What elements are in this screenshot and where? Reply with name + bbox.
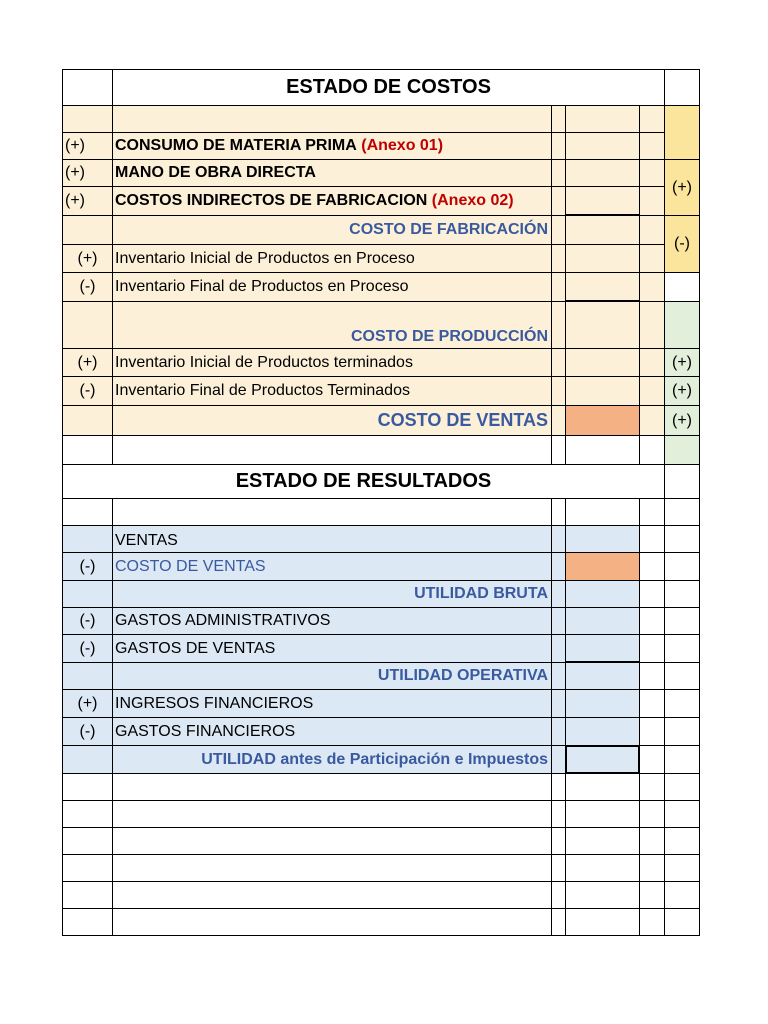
cell-empty[interactable] — [639, 773, 665, 801]
cell-empty[interactable] — [664, 881, 700, 909]
cell-empty[interactable] — [551, 827, 566, 855]
label-gastos-ventas: GASTOS DE VENTAS — [112, 634, 552, 663]
cell-empty[interactable] — [664, 717, 700, 746]
cell-empty[interactable] — [565, 773, 640, 801]
cell-empty[interactable] — [639, 689, 665, 718]
sign-inv-final-terminados: (-) — [62, 376, 113, 406]
cell-empty[interactable] — [62, 800, 113, 828]
label-inv-final-proceso: Inventario Final de Productos en Proceso — [112, 272, 552, 302]
cell-empty[interactable] — [551, 498, 566, 526]
cell-empty[interactable] — [639, 405, 665, 436]
cell-empty[interactable] — [551, 580, 566, 608]
cell-empty[interactable] — [551, 800, 566, 828]
cell-empty[interactable] — [62, 405, 113, 436]
cell-empty[interactable] — [551, 908, 566, 936]
side-sign-fabricacion: (-) — [664, 215, 700, 273]
cell-empty[interactable] — [639, 800, 665, 828]
value-costo-ventas-resultados[interactable] — [565, 552, 640, 581]
cell-empty[interactable] — [639, 580, 665, 608]
cell-empty[interactable] — [551, 435, 566, 465]
cell-empty[interactable] — [639, 186, 665, 216]
label-consumo-materia-prima — [112, 132, 552, 160]
cell-empty[interactable] — [565, 908, 640, 936]
cell-empty[interactable] — [551, 186, 566, 216]
sign-inv-inicial-terminados: (+) — [62, 348, 113, 377]
subtotal-utilidad-operativa: UTILIDAD OPERATIVA — [112, 662, 552, 690]
cell-empty[interactable] — [565, 800, 640, 828]
cell-empty[interactable] — [62, 498, 113, 526]
value-gastos-financieros[interactable] — [565, 717, 640, 746]
side-cell[interactable] — [664, 105, 700, 160]
cell-empty[interactable] — [664, 552, 700, 581]
cell-empty[interactable] — [551, 525, 566, 553]
value-inv-final-proceso[interactable] — [565, 272, 640, 302]
cell-empty[interactable] — [62, 301, 113, 349]
cell-empty[interactable] — [551, 881, 566, 909]
value-gastos-admin[interactable] — [565, 607, 640, 635]
cell-empty[interactable] — [664, 580, 700, 608]
cell-empty[interactable] — [565, 435, 640, 465]
cell-empty[interactable] — [62, 215, 113, 245]
side-sign-mano-obra: (+) — [664, 159, 700, 216]
side-sign-costo-ventas: (+) — [664, 405, 700, 436]
cell-empty[interactable] — [62, 435, 113, 465]
cell-empty[interactable] — [551, 717, 566, 746]
sign-mano-obra: (+) — [62, 159, 113, 187]
estado-costos-title: ESTADO DE COSTOS — [112, 69, 665, 106]
cell-empty[interactable] — [664, 745, 700, 774]
sign-gastos-admin: (-) — [62, 607, 113, 635]
sign-cif: (+) — [62, 186, 113, 216]
side-cell[interactable] — [664, 435, 700, 465]
cell-empty[interactable] — [639, 908, 665, 936]
cell-empty[interactable] — [565, 827, 640, 855]
cell-empty[interactable] — [639, 435, 665, 465]
value-utilidad-bruta[interactable] — [565, 580, 640, 608]
sign-consumo: (+) — [62, 132, 113, 160]
cell-empty[interactable] — [551, 773, 566, 801]
subtotal-utilidad-antes-impuestos: UTILIDAD antes de Participación e Impuestos — [112, 745, 552, 774]
cell-empty[interactable] — [62, 881, 113, 909]
label-costos-indirectos — [112, 186, 552, 216]
cell-empty[interactable] — [112, 827, 552, 855]
cell-empty[interactable] — [112, 498, 552, 526]
cell-empty[interactable] — [551, 132, 566, 160]
cell-empty[interactable] — [639, 827, 665, 855]
cell-empty[interactable] — [112, 105, 552, 133]
sign-gastos-financieros: (-) — [62, 717, 113, 746]
cell-empty[interactable] — [664, 464, 700, 499]
label-text: CONSUMO DE MATERIA PRIMA — [115, 137, 357, 154]
sign-gastos-ventas: (-) — [62, 634, 113, 663]
side-sign-inv-final-terminados: (+) — [664, 376, 700, 406]
cell-empty[interactable] — [551, 215, 566, 245]
subtotal-utilidad-bruta: UTILIDAD BRUTA — [112, 580, 552, 608]
cell-empty[interactable] — [639, 376, 665, 406]
subtotal-costo-produccion: COSTO DE PRODUCCIÓN — [112, 301, 552, 349]
cell-empty[interactable] — [664, 607, 700, 635]
cell-empty[interactable] — [664, 689, 700, 718]
cell-empty[interactable] — [112, 773, 552, 801]
cell-empty[interactable] — [112, 908, 552, 936]
cell-empty[interactable] — [62, 908, 113, 936]
cell-empty[interactable] — [551, 405, 566, 436]
cell-empty[interactable] — [639, 525, 665, 553]
cell-empty[interactable] — [551, 105, 566, 133]
cell-empty[interactable] — [664, 854, 700, 882]
cell-empty[interactable] — [664, 662, 700, 690]
value-costo-ventas[interactable] — [565, 405, 640, 436]
label-gastos-administrativos: GASTOS ADMINISTRATIVOS — [112, 607, 552, 635]
annex-link[interactable]: (Anexo 02) — [431, 192, 514, 209]
cell-empty[interactable] — [639, 301, 665, 349]
cell-empty[interactable] — [551, 607, 566, 635]
side-cell[interactable] — [664, 301, 700, 349]
annex-link[interactable]: (Anexo 01) — [361, 137, 444, 154]
value-costo-produccion[interactable] — [565, 301, 640, 349]
label-inv-inicial-proceso: Inventario Inicial de Productos en Proceso — [112, 244, 552, 273]
cell-empty[interactable] — [62, 580, 113, 608]
value-inv-inicial-proceso[interactable] — [565, 244, 640, 273]
cell-empty[interactable] — [664, 908, 700, 936]
label-ventas: VENTAS — [112, 525, 552, 553]
cell-empty[interactable] — [639, 159, 665, 187]
label-mano-obra-directa: MANO DE OBRA DIRECTA — [112, 159, 552, 187]
cell-empty[interactable] — [639, 272, 665, 302]
cell-empty[interactable] — [639, 105, 665, 133]
value-ventas[interactable] — [565, 525, 640, 553]
cell-empty[interactable] — [565, 498, 640, 526]
cell-empty[interactable] — [551, 376, 566, 406]
cell-empty[interactable] — [664, 773, 700, 801]
cell-empty[interactable] — [639, 745, 665, 774]
cell-empty[interactable] — [639, 717, 665, 746]
cell-empty[interactable] — [551, 634, 566, 663]
value-gastos-ventas[interactable] — [565, 634, 640, 663]
cell-empty[interactable] — [664, 827, 700, 855]
side-sign-inv-inicial-terminados: (+) — [664, 348, 700, 377]
cell-empty[interactable] — [62, 105, 113, 133]
cell-empty[interactable] — [664, 634, 700, 663]
cell-empty[interactable] — [551, 301, 566, 349]
sign-inv-final-proceso: (-) — [62, 272, 113, 302]
cell-empty[interactable] — [112, 854, 552, 882]
cell-empty[interactable] — [62, 854, 113, 882]
cell-empty[interactable] — [639, 348, 665, 377]
value-utilidad-operativa[interactable] — [565, 662, 640, 690]
cell-empty[interactable] — [62, 745, 113, 774]
label-gastos-financieros: GASTOS FINANCIEROS — [112, 717, 552, 746]
cell-empty[interactable] — [639, 854, 665, 882]
cell-empty[interactable] — [551, 552, 566, 581]
cell-empty[interactable] — [639, 215, 665, 245]
cell-empty[interactable] — [639, 498, 665, 526]
cell-empty[interactable] — [62, 662, 113, 690]
subtotal-costo-ventas: COSTO DE VENTAS — [112, 405, 552, 436]
value-utilidad-antes-impuestos[interactable] — [565, 745, 640, 774]
cell-empty[interactable] — [551, 244, 566, 273]
value-mano-obra[interactable] — [565, 159, 640, 187]
cell-empty[interactable] — [639, 244, 665, 273]
cell-empty[interactable] — [112, 881, 552, 909]
cell-empty[interactable] — [112, 435, 552, 465]
label-ingresos-financieros: INGRESOS FINANCIEROS — [112, 689, 552, 718]
subtotal-costo-fabricacion: COSTO DE FABRICACIÓN — [112, 215, 552, 245]
sign-inv-inicial-proceso: (+) — [62, 244, 113, 273]
cell-empty[interactable] — [551, 854, 566, 882]
cell-empty[interactable] — [565, 881, 640, 909]
side-cell[interactable] — [664, 272, 700, 302]
label-text: COSTOS INDIRECTOS DE FABRICACION — [115, 192, 428, 209]
sign-ingresos-financieros: (+) — [62, 689, 113, 718]
cell-empty[interactable] — [62, 827, 113, 855]
cell-empty[interactable] — [551, 348, 566, 377]
cell-empty[interactable] — [639, 607, 665, 635]
cell-empty[interactable] — [639, 881, 665, 909]
value-inv-inicial-terminados[interactable] — [565, 348, 640, 377]
value-ingresos-financieros[interactable] — [565, 689, 640, 718]
value-costo-fabricacion[interactable] — [565, 215, 640, 245]
cell-empty[interactable] — [112, 800, 552, 828]
label-costo-ventas — [112, 552, 552, 581]
cell-empty[interactable] — [551, 159, 566, 187]
cell-empty[interactable] — [551, 272, 566, 302]
cell-empty[interactable] — [62, 773, 113, 801]
value-consumo[interactable] — [565, 132, 640, 160]
value-cif[interactable] — [565, 186, 640, 216]
cell-empty[interactable] — [664, 525, 700, 553]
sign-costo-ventas: (-) — [62, 552, 113, 581]
sign-ventas — [62, 525, 113, 553]
label-inv-final-terminados: Inventario Final de Productos Terminados — [112, 376, 552, 406]
cell-empty[interactable] — [551, 745, 566, 774]
cell-empty[interactable] — [551, 662, 566, 690]
cell-empty[interactable] — [639, 552, 665, 581]
cell-empty[interactable] — [565, 854, 640, 882]
cell-empty[interactable] — [565, 105, 640, 133]
cell-empty[interactable] — [551, 689, 566, 718]
value-inv-final-terminados[interactable] — [565, 376, 640, 406]
label-text: COSTO DE VENTAS — [115, 557, 266, 575]
cell-empty[interactable] — [62, 69, 113, 106]
cell-empty[interactable] — [664, 800, 700, 828]
cell-empty[interactable] — [639, 662, 665, 690]
cell-empty[interactable] — [664, 498, 700, 526]
estado-resultados-title: ESTADO DE RESULTADOS — [62, 464, 665, 499]
cell-empty[interactable] — [664, 69, 700, 106]
label-inv-inicial-terminados: Inventario Inicial de Productos terminados — [112, 348, 552, 377]
cell-empty[interactable] — [639, 634, 665, 663]
cell-empty[interactable] — [639, 132, 665, 160]
